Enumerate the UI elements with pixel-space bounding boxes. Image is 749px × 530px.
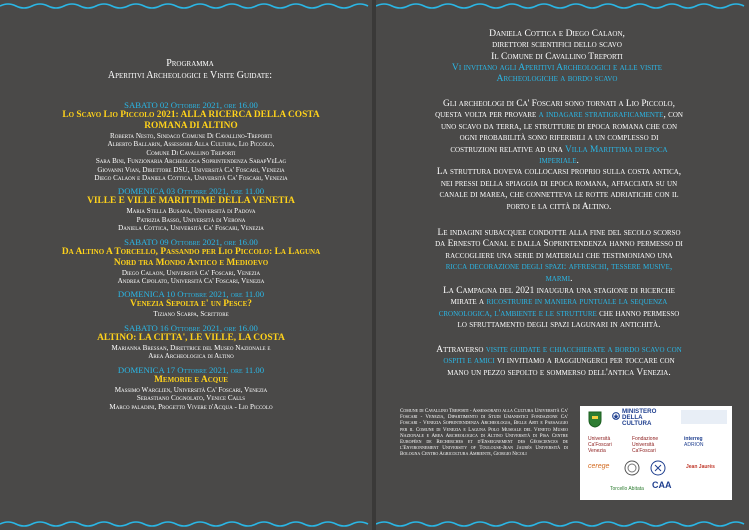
body-text: vi invitiamo a raggiungerci per toccare con bbox=[494, 356, 675, 367]
event-speaker: Patrizia Basso, Università di Verona bbox=[136, 215, 246, 224]
highlight-text: Villa Marittima di epoca bbox=[564, 144, 668, 155]
heading-line: Vi invitano agli Aperitivi Archeologici e alle visite bbox=[451, 61, 663, 73]
event-date: DOMENICA 03 Ottobre 2021, ore 11.00 bbox=[117, 186, 265, 197]
body-text: Le indagini subacquee condotte alla fine del secolo scorso bbox=[437, 228, 681, 238]
unive-line: Università bbox=[588, 436, 611, 442]
torcello-logo: Torcello Abitata bbox=[610, 486, 644, 492]
soprintendenza-logo bbox=[681, 410, 727, 424]
unive-line: Ca'Foscari bbox=[588, 442, 612, 448]
event-speaker: Tiziano Scarpa, Scrittore bbox=[153, 310, 229, 319]
paragraph-indagini bbox=[392, 228, 726, 285]
fondazione-line: Università bbox=[632, 442, 655, 448]
highlight-text: visite guidate e chiacchierate a bordo scavo con bbox=[485, 345, 682, 355]
event-title: Memorie e Acque bbox=[154, 374, 228, 385]
heading-line: Il Comune di Cavallino Treporti bbox=[491, 50, 623, 62]
body-text: uno scavo da terra, le strutture di epoca romana che con bbox=[440, 121, 678, 132]
event-date: DOMENICA 10 Ottobre 2021, ore 11.00 bbox=[117, 289, 265, 300]
event-speaker: Andrea Cipolato, Università Ca' Foscari, Venezia bbox=[117, 277, 265, 286]
event-block bbox=[18, 323, 364, 361]
event-title: Venezia Sepolta e' un Pesce? bbox=[130, 299, 252, 310]
program-title-line: Aperitivi Archeologici e Visite Guidate: bbox=[107, 70, 273, 81]
fondazione-line: Fondazione bbox=[632, 436, 659, 442]
top-wave-border bbox=[376, 2, 749, 10]
event-block bbox=[18, 365, 364, 411]
event-speaker: Diego Calaon, Università Ca' Foscari, Venezia bbox=[121, 268, 261, 277]
ministero-line: DELLA bbox=[622, 414, 643, 421]
event-speaker: Daniela Cottica, Università Ca' Foscari, Venezia bbox=[118, 224, 264, 233]
program-title-line: Programma bbox=[166, 58, 214, 69]
cerege-logo: cerege bbox=[588, 463, 610, 470]
body-text: Attraverso bbox=[436, 345, 486, 355]
comune-crest-icon bbox=[588, 410, 602, 428]
credits-text: Comune di Cavallino Treporti - Assessorato alla Cultura Università Ca' Foscari - Venezia, Dipartimento di Studi Umanistici Fondazione Ca' Foscari - Venezia Soprintendenza Archeologia, Belle Arti e Paesaggio per il Comune di Venezia e Laguna Polo Museale del Veneto Museo Nazionale e Area Archeologica di Altino Università di Pisa Centre Européen de Recherches et d'Enseignement des Géosciences de l'Environnement University of Toulouse-Jean Jaurès Università di Bologna Centro Agricoltura Ambiente, Giorgio Nicoli bbox=[400, 408, 568, 458]
event-speaker: Giovanni Vian, Direttore DSU, Università Ca' Foscari, Venezia bbox=[97, 165, 285, 174]
event-date: SABATO 09 Ottobre 2021, ore 16.00 bbox=[124, 236, 258, 247]
unive-logo bbox=[588, 436, 612, 454]
program-title bbox=[40, 58, 340, 82]
heading-line: direttori scientifici dello scavo bbox=[492, 39, 622, 51]
event-speaker: Alberto Ballarin, Assessore Alla Cultura, Lio Piccolo, bbox=[107, 140, 275, 149]
star-emblem-icon bbox=[612, 411, 620, 421]
body-text: ogni probabilità sono riferibili a un complesso di bbox=[459, 133, 659, 144]
body-text: che hanno permesso bbox=[596, 308, 680, 319]
event-speaker: Massimo Warglien, Università Ca' Foscari, Venezia bbox=[114, 385, 268, 394]
body-text: costruzioni relative ad una bbox=[450, 144, 565, 155]
event-block bbox=[18, 237, 364, 286]
event-speaker: Roberta Nesto, Sindaco Comune Di Cavallino-Treporti bbox=[110, 132, 272, 140]
body-text: mirate a bbox=[450, 297, 487, 308]
paragraph-villa bbox=[392, 99, 726, 213]
body-text: lo sfruttamento degli spazi lagunari in antichità. bbox=[457, 320, 661, 331]
event-date: SABATO 16 Ottobre 2021, ore 16.00 bbox=[124, 322, 258, 333]
body-text: questa volta per provare bbox=[435, 110, 539, 121]
bottom-wave-border bbox=[376, 520, 749, 528]
event-speaker: Marianna Bressan, Direttrice del Museo Nazionale e bbox=[111, 343, 271, 352]
logo-panel bbox=[580, 406, 732, 500]
body-text: canale di marea, che connetteva le rotte adriatiche con il bbox=[439, 190, 679, 201]
highlight-text: a indagare stratigraficamente bbox=[538, 110, 664, 121]
event-speaker: Diego Calaon e Daniela Cottica, Università Ca' Foscari, Venezia bbox=[94, 174, 288, 183]
seal-icon bbox=[624, 460, 640, 476]
body-text: raccogliere una serie di materiali che testimoniano una bbox=[445, 250, 673, 261]
event-speaker: Marco paladini, Progetto Vivere d'Acqua - Lio Piccolo bbox=[109, 402, 273, 411]
body-text: porto e la città di Altino. bbox=[506, 201, 612, 212]
heading-line: Archeologiche a bordo scavo bbox=[496, 73, 618, 85]
paragraph-visite bbox=[392, 345, 726, 379]
highlight-text: marmi bbox=[545, 273, 571, 284]
ministero-line: CULTURA bbox=[622, 420, 652, 427]
body-text: . bbox=[570, 273, 573, 284]
paragraph-campagna bbox=[392, 286, 726, 332]
interreg-line: ADRION bbox=[684, 442, 704, 448]
event-speaker: Area Archeologica di Altino bbox=[148, 352, 234, 361]
highlight-text: cronologica, l'ambiente e le strutture bbox=[438, 308, 597, 319]
event-title: Da Altino A Torcello, Passando per Lio Piccolo: La Laguna bbox=[61, 246, 321, 257]
body-text: mano un pezzo sepolto e sommerso dell'antica Venezia. bbox=[447, 367, 671, 378]
event-list bbox=[18, 96, 364, 411]
pisa-seal-icon bbox=[650, 460, 666, 476]
event-title: Lo Scavo Lio Piccolo 2021: ALLA RICERCA DELLA COSTA bbox=[62, 110, 320, 120]
highlight-text: ospiti e amici bbox=[443, 356, 495, 367]
interreg-logo bbox=[684, 436, 703, 448]
body-text: da Ernesto Canal e dalla Soprintendenza hanno permesso di bbox=[435, 239, 683, 250]
bottom-wave-border bbox=[0, 520, 372, 528]
fondazione-line: Ca'Foscari bbox=[632, 448, 656, 454]
event-block bbox=[18, 289, 364, 318]
event-date: SABATO 02 Ottobre 2021, ore 16.00 bbox=[124, 100, 258, 110]
highlight-text: imperiale bbox=[539, 156, 577, 167]
body-text: , con bbox=[663, 110, 683, 121]
jaures-logo: Jean Jaurès bbox=[686, 464, 715, 470]
event-title: ROMANA DI ALTINO bbox=[144, 121, 238, 131]
highlight-text: ricostruire in maniera puntuale la sequenza bbox=[486, 297, 668, 308]
event-date: DOMENICA 17 Ottobre 2021, ore 11.00 bbox=[117, 364, 265, 375]
ministero-line: MINISTERO bbox=[622, 408, 657, 415]
fondazione-logo bbox=[632, 436, 658, 454]
body-text: nei pressi della spiaggia di epoca romana, affacciata su un bbox=[440, 178, 678, 189]
event-speaker: Maria Stella Busana, Università di Padova bbox=[126, 207, 256, 216]
event-block bbox=[18, 186, 364, 232]
body-text: La Campagna del 2021 inaugura una stagione di ricerche bbox=[443, 286, 675, 296]
event-title: Nord tra Mondo Antico e Medioevo bbox=[113, 257, 269, 268]
unive-line: Venezia bbox=[588, 448, 606, 454]
caa-logo: CAA bbox=[652, 480, 672, 490]
event-title: VILLE E VILLE MARITTIME DELLA VENETIA bbox=[87, 196, 295, 207]
body-text: La struttura doveva collocarsi proprio sulla costa antica, bbox=[436, 167, 682, 178]
event-speaker: Sara Bini, Funzionaria Archeologa Soprintendenza SabapVeLag bbox=[95, 157, 287, 166]
body-text: Gli archeologi di Ca' Foscari sono tornati a Lio Piccolo, bbox=[443, 99, 675, 109]
top-wave-border bbox=[0, 2, 372, 10]
event-speaker: Sebastiano Cognolato, Venice Calls bbox=[136, 394, 246, 403]
ministero-logo bbox=[622, 409, 656, 427]
event-block bbox=[18, 100, 364, 182]
invitation-heading bbox=[392, 28, 722, 84]
highlight-text: ricca decorazione degli spazi: affreschi, tessere musive, bbox=[445, 262, 673, 273]
interreg-line: interreg bbox=[684, 436, 703, 442]
event-title: ALTINO: LA CITTA', LE VILLE, LA COSTA bbox=[97, 332, 285, 343]
heading-line: Daniela Cottica e Diego Calaon, bbox=[489, 28, 625, 39]
event-speaker: Comune Di Cavallino Treporti bbox=[146, 148, 236, 157]
body-text: . bbox=[576, 156, 579, 167]
